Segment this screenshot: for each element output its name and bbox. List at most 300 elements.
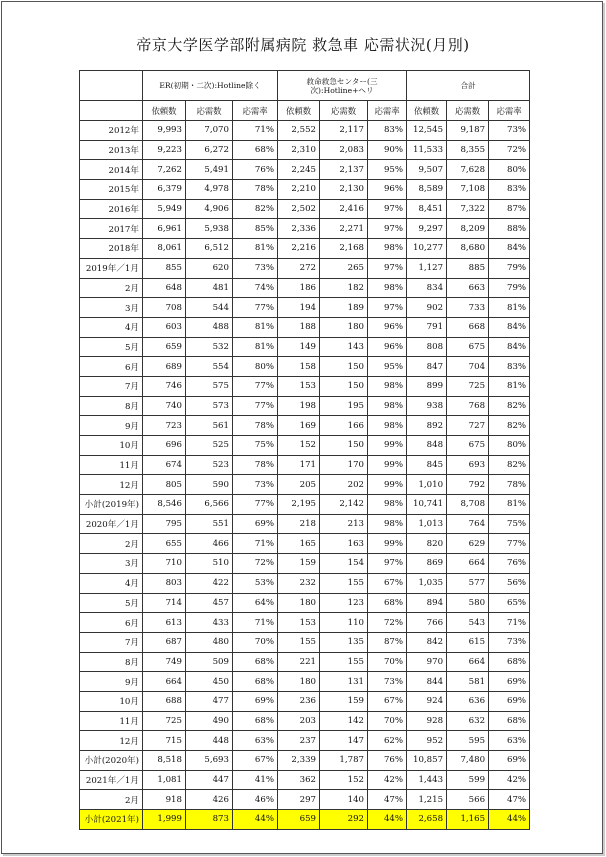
row-label: 4月 — [80, 573, 143, 593]
table-cell: 77% — [489, 534, 530, 554]
table-row — [80, 258, 530, 278]
table-cell: 98% — [368, 514, 407, 534]
table-cell: 663 — [447, 278, 489, 298]
table-cell: 8,680 — [447, 239, 489, 259]
group-header-er: ER(初期・二次):Hotline除く — [143, 71, 278, 101]
table-cell: 150 — [320, 357, 368, 377]
table-cell: 551 — [186, 514, 233, 534]
table-cell: 708 — [143, 298, 186, 318]
row-label: 11月 — [80, 711, 143, 731]
sub-header-cell: 依頼数 — [143, 101, 186, 121]
table-cell: 7,628 — [447, 160, 489, 180]
table-cell: 71% — [489, 613, 530, 633]
table-cell: 8,355 — [447, 140, 489, 160]
table-cell: 466 — [186, 534, 233, 554]
table-cell: 674 — [143, 455, 186, 475]
table-row — [80, 278, 530, 298]
table-cell: 6,379 — [143, 180, 186, 200]
table-cell: 2,168 — [320, 239, 368, 259]
table-cell: 477 — [186, 691, 233, 711]
table-cell: 543 — [447, 613, 489, 633]
table-cell: 8,209 — [447, 219, 489, 239]
table-cell: 76% — [233, 160, 278, 180]
table-cell: 659 — [143, 337, 186, 357]
table-cell: 99% — [368, 455, 407, 475]
table-cell: 490 — [186, 711, 233, 731]
table-cell: 603 — [143, 317, 186, 337]
table-cell: 97% — [368, 258, 407, 278]
table-cell: 554 — [186, 357, 233, 377]
table-cell: 73% — [233, 258, 278, 278]
table-cell: 42% — [489, 770, 530, 790]
table-cell: 803 — [143, 573, 186, 593]
table-cell: 918 — [143, 790, 186, 810]
table-cell: 664 — [447, 652, 489, 672]
table-cell: 842 — [407, 632, 447, 652]
table-cell: 725 — [143, 711, 186, 731]
table-cell: 81% — [489, 298, 530, 318]
table-cell: 80% — [233, 357, 278, 377]
table-cell: 523 — [186, 455, 233, 475]
row-label: 6月 — [80, 357, 143, 377]
table-cell: 938 — [407, 396, 447, 416]
table-row — [80, 160, 530, 180]
table-cell: 63% — [489, 731, 530, 751]
table-cell: 95% — [368, 357, 407, 377]
table-cell: 98% — [368, 239, 407, 259]
table-cell: 620 — [186, 258, 233, 278]
table-cell: 87% — [368, 632, 407, 652]
table-row — [80, 554, 530, 574]
table-cell: 72% — [489, 140, 530, 160]
table-cell: 78% — [233, 416, 278, 436]
table-cell: 149 — [278, 337, 320, 357]
table-cell: 873 — [186, 810, 233, 830]
table-cell: 152 — [278, 436, 320, 456]
table-cell: 894 — [407, 593, 447, 613]
table-row — [80, 121, 530, 141]
table-cell: 68% — [489, 711, 530, 731]
table-cell: 77% — [233, 376, 278, 396]
table-cell: 710 — [143, 554, 186, 574]
table-cell: 99% — [368, 436, 407, 456]
table-cell: 688 — [143, 691, 186, 711]
table-cell: 581 — [447, 672, 489, 692]
table-cell: 68% — [368, 593, 407, 613]
table-cell: 159 — [320, 691, 368, 711]
table-cell: 110 — [320, 613, 368, 633]
table-cell: 47% — [368, 790, 407, 810]
table-cell: 9,223 — [143, 140, 186, 160]
subtotal-row-highlighted — [80, 810, 530, 830]
table-cell: 67% — [368, 573, 407, 593]
table-cell: 71% — [233, 534, 278, 554]
table-cell: 81% — [233, 337, 278, 357]
table-cell: 182 — [320, 278, 368, 298]
table-cell: 615 — [447, 632, 489, 652]
table-cell: 64% — [233, 593, 278, 613]
table-cell: 78% — [489, 475, 530, 495]
row-label: 5月 — [80, 337, 143, 357]
row-label: 2018年 — [80, 239, 143, 259]
table-cell: 87% — [489, 199, 530, 219]
table-cell: 67% — [233, 751, 278, 771]
table-cell: 723 — [143, 416, 186, 436]
table-cell: 2,552 — [278, 121, 320, 141]
table-cell: 292 — [320, 810, 368, 830]
row-label: 3月 — [80, 554, 143, 574]
table-cell: 189 — [320, 298, 368, 318]
table-cell: 664 — [447, 554, 489, 574]
table-cell: 10,857 — [407, 751, 447, 771]
table-cell: 67% — [368, 691, 407, 711]
table-cell: 599 — [447, 770, 489, 790]
table-cell: 82% — [489, 416, 530, 436]
table-cell: 808 — [407, 337, 447, 357]
table-cell: 2,210 — [278, 180, 320, 200]
table-cell: 795 — [143, 514, 186, 534]
table-row — [80, 672, 530, 692]
table-cell: 480 — [186, 632, 233, 652]
table-cell: 56% — [489, 573, 530, 593]
table-row — [80, 140, 530, 160]
table-cell: 714 — [143, 593, 186, 613]
table-cell: 566 — [447, 790, 489, 810]
table-cell: 80% — [489, 436, 530, 456]
table-cell: 98% — [368, 278, 407, 298]
table-cell: 532 — [186, 337, 233, 357]
row-label: 8月 — [80, 652, 143, 672]
table-cell: 1,127 — [407, 258, 447, 278]
table-cell: 70% — [368, 711, 407, 731]
table-row — [80, 357, 530, 377]
row-label: 12月 — [80, 475, 143, 495]
table-cell: 448 — [186, 731, 233, 751]
table-cell: 659 — [278, 810, 320, 830]
table-cell: 83% — [368, 121, 407, 141]
table-cell: 123 — [320, 593, 368, 613]
table-row — [80, 770, 530, 790]
table-cell: 696 — [143, 436, 186, 456]
table-cell: 11,533 — [407, 140, 447, 160]
sub-header-cell: 応需率 — [368, 101, 407, 121]
table-cell: 96% — [368, 317, 407, 337]
table-cell: 154 — [320, 554, 368, 574]
table-cell: 655 — [143, 534, 186, 554]
table-cell: 169 — [278, 416, 320, 436]
row-label: 5月 — [80, 593, 143, 613]
table-cell: 1,081 — [143, 770, 186, 790]
table-cell: 63% — [233, 731, 278, 751]
table-cell: 7,480 — [447, 751, 489, 771]
table-cell: 715 — [143, 731, 186, 751]
table-cell: 1,035 — [407, 573, 447, 593]
table-cell: 69% — [233, 691, 278, 711]
table-cell: 2,658 — [407, 810, 447, 830]
table-cell: 1,013 — [407, 514, 447, 534]
table-cell: 2,310 — [278, 140, 320, 160]
table-cell: 590 — [186, 475, 233, 495]
sub-header-cell: 応需率 — [489, 101, 530, 121]
table-cell: 629 — [447, 534, 489, 554]
row-label: 2021年／1月 — [80, 770, 143, 790]
table-cell: 668 — [447, 317, 489, 337]
table-cell: 632 — [447, 711, 489, 731]
table-cell: 73% — [233, 475, 278, 495]
group-header-total: 合計 — [407, 71, 530, 101]
table-cell: 85% — [233, 219, 278, 239]
table-cell: 561 — [186, 416, 233, 436]
table-cell: 81% — [233, 317, 278, 337]
table-cell: 98% — [368, 416, 407, 436]
table-cell: 158 — [278, 357, 320, 377]
table-cell: 65% — [489, 593, 530, 613]
table-cell: 218 — [278, 514, 320, 534]
table-cell: 77% — [233, 396, 278, 416]
table-cell: 203 — [278, 711, 320, 731]
table-cell: 152 — [320, 770, 368, 790]
table-cell: 155 — [278, 632, 320, 652]
table-cell: 8,451 — [407, 199, 447, 219]
table-cell: 2,336 — [278, 219, 320, 239]
table-cell: 97% — [368, 219, 407, 239]
table-cell: 481 — [186, 278, 233, 298]
table-row — [80, 298, 530, 318]
table-cell: 99% — [368, 534, 407, 554]
table-cell: 78% — [233, 455, 278, 475]
table-cell: 902 — [407, 298, 447, 318]
table-cell: 44% — [489, 810, 530, 830]
table-cell: 740 — [143, 396, 186, 416]
table-cell: 83% — [489, 180, 530, 200]
table-cell: 9,993 — [143, 121, 186, 141]
table-cell: 155 — [320, 652, 368, 672]
row-label: 2020年／1月 — [80, 514, 143, 534]
table-cell: 69% — [489, 672, 530, 692]
table-cell: 96% — [368, 337, 407, 357]
table-cell: 687 — [143, 632, 186, 652]
table-cell: 2,083 — [320, 140, 368, 160]
table-cell: 150 — [320, 376, 368, 396]
table-cell: 2,339 — [278, 751, 320, 771]
table-cell: 848 — [407, 436, 447, 456]
table-cell: 188 — [278, 317, 320, 337]
table-cell: 845 — [407, 455, 447, 475]
table-cell: 68% — [233, 672, 278, 692]
row-label: 9月 — [80, 672, 143, 692]
table-row — [80, 337, 530, 357]
row-label: 2月 — [80, 534, 143, 554]
sub-header-cell: 応需数 — [320, 101, 368, 121]
table-cell: 76% — [489, 554, 530, 574]
table-cell: 236 — [278, 691, 320, 711]
row-label: 7月 — [80, 632, 143, 652]
table-cell: 4,978 — [186, 180, 233, 200]
row-label: 2月 — [80, 278, 143, 298]
table-row — [80, 219, 530, 239]
group-header-critical-care: 救命救急センター(三次):Hotline+ヘリ — [278, 71, 407, 101]
table-cell: 84% — [489, 317, 530, 337]
sub-header-cell: 依頼数 — [407, 101, 447, 121]
table-cell: 834 — [407, 278, 447, 298]
table-cell: 820 — [407, 534, 447, 554]
table-cell: 1,165 — [447, 810, 489, 830]
table-cell: 97% — [368, 554, 407, 574]
table-cell: 693 — [447, 455, 489, 475]
table-cell: 82% — [489, 455, 530, 475]
table-row — [80, 751, 530, 771]
table-cell: 81% — [233, 239, 278, 259]
table-cell: 805 — [143, 475, 186, 495]
table-cell: 84% — [489, 239, 530, 259]
table-cell: 97% — [368, 298, 407, 318]
table-cell: 9,297 — [407, 219, 447, 239]
table-cell: 450 — [186, 672, 233, 692]
table-cell: 648 — [143, 278, 186, 298]
table-cell: 8,589 — [407, 180, 447, 200]
table-row — [80, 239, 530, 259]
table-cell: 165 — [278, 534, 320, 554]
table-cell: 525 — [186, 436, 233, 456]
table-cell: 6,512 — [186, 239, 233, 259]
table-cell: 75% — [489, 514, 530, 534]
table-cell: 577 — [447, 573, 489, 593]
table-cell: 98% — [368, 396, 407, 416]
table-cell: 749 — [143, 652, 186, 672]
table-cell: 6,961 — [143, 219, 186, 239]
table-cell: 77% — [233, 298, 278, 318]
table-cell: 2,130 — [320, 180, 368, 200]
table-row — [80, 475, 530, 495]
table-cell: 163 — [320, 534, 368, 554]
table-cell: 5,949 — [143, 199, 186, 219]
table-row — [80, 652, 530, 672]
table-cell: 98% — [368, 495, 407, 515]
table-row — [80, 593, 530, 613]
table-cell: 155 — [320, 573, 368, 593]
row-label: 2015年 — [80, 180, 143, 200]
table-cell: 202 — [320, 475, 368, 495]
table-cell: 885 — [447, 258, 489, 278]
table-row — [80, 514, 530, 534]
table-cell: 6,566 — [186, 495, 233, 515]
table-cell: 180 — [320, 317, 368, 337]
table-cell: 186 — [278, 278, 320, 298]
table-body — [80, 121, 530, 830]
table-cell: 82% — [233, 199, 278, 219]
row-label: 2016年 — [80, 199, 143, 219]
table-cell: 1,010 — [407, 475, 447, 495]
table-cell: 42% — [368, 770, 407, 790]
table-cell: 2,502 — [278, 199, 320, 219]
table-cell: 5,938 — [186, 219, 233, 239]
table-row — [80, 436, 530, 456]
table-cell: 2,271 — [320, 219, 368, 239]
table-cell: 232 — [278, 573, 320, 593]
table-cell: 41% — [233, 770, 278, 790]
table-cell: 746 — [143, 376, 186, 396]
table-cell: 88% — [489, 219, 530, 239]
table-cell: 272 — [278, 258, 320, 278]
table-cell: 689 — [143, 357, 186, 377]
table-cell: 544 — [186, 298, 233, 318]
table-cell: 90% — [368, 140, 407, 160]
table-cell: 8,708 — [447, 495, 489, 515]
table-cell: 75% — [233, 436, 278, 456]
table-cell: 68% — [489, 652, 530, 672]
sub-header-cell: 依頼数 — [278, 101, 320, 121]
table-cell: 2,137 — [320, 160, 368, 180]
table-cell: 171 — [278, 455, 320, 475]
table-cell: 7,262 — [143, 160, 186, 180]
table-row — [80, 632, 530, 652]
table-cell: 81% — [489, 376, 530, 396]
table-cell: 847 — [407, 357, 447, 377]
table-cell: 725 — [447, 376, 489, 396]
table-cell: 892 — [407, 416, 447, 436]
table-cell: 99% — [368, 475, 407, 495]
table-cell: 77% — [233, 495, 278, 515]
table-cell: 8,518 — [143, 751, 186, 771]
table-row — [80, 199, 530, 219]
table-row — [80, 790, 530, 810]
table-cell: 195 — [320, 396, 368, 416]
row-label: 8月 — [80, 396, 143, 416]
table-cell: 6,272 — [186, 140, 233, 160]
table-cell: 69% — [489, 751, 530, 771]
table-cell: 44% — [233, 810, 278, 830]
table-cell: 237 — [278, 731, 320, 751]
table-cell: 72% — [368, 613, 407, 633]
table-cell: 8,546 — [143, 495, 186, 515]
table-cell: 82% — [489, 396, 530, 416]
table-cell: 62% — [368, 731, 407, 751]
table-cell: 10,741 — [407, 495, 447, 515]
corner-cell — [80, 71, 143, 101]
table-cell: 140 — [320, 790, 368, 810]
table-cell: 70% — [368, 652, 407, 672]
sub-header-row — [80, 101, 530, 121]
row-label: 10月 — [80, 691, 143, 711]
table-cell: 433 — [186, 613, 233, 633]
table-cell: 73% — [368, 672, 407, 692]
table-cell: 135 — [320, 632, 368, 652]
table-cell: 44% — [368, 810, 407, 830]
table-cell: 153 — [278, 376, 320, 396]
table-cell: 426 — [186, 790, 233, 810]
table-cell: 5,693 — [186, 751, 233, 771]
row-label: 11月 — [80, 455, 143, 475]
table-cell: 72% — [233, 554, 278, 574]
table-cell: 84% — [489, 337, 530, 357]
table-cell: 198 — [278, 396, 320, 416]
table-cell: 96% — [368, 180, 407, 200]
table-cell: 180 — [278, 672, 320, 692]
table-cell: 12,545 — [407, 121, 447, 141]
table-row — [80, 376, 530, 396]
row-label: 7月 — [80, 376, 143, 396]
table-cell: 131 — [320, 672, 368, 692]
table-row — [80, 317, 530, 337]
table-cell: 153 — [278, 613, 320, 633]
table-cell: 766 — [407, 613, 447, 633]
group-header-row — [80, 71, 530, 101]
table-cell: 81% — [489, 495, 530, 515]
table-cell: 8,061 — [143, 239, 186, 259]
row-label: 12月 — [80, 731, 143, 751]
table-cell: 899 — [407, 376, 447, 396]
table-cell: 952 — [407, 731, 447, 751]
